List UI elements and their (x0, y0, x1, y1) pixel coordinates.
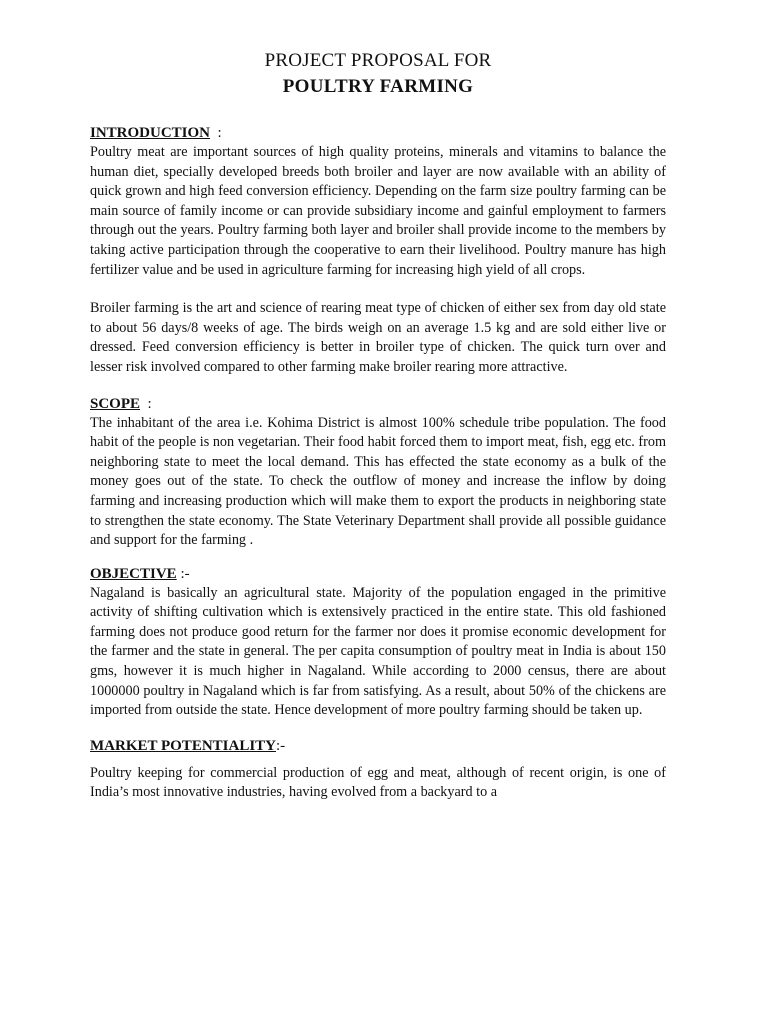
objective-heading-suffix: :- (176, 565, 190, 582)
market-potentiality-heading-suffix: :- (276, 737, 286, 754)
market-potentiality-heading (90, 737, 666, 756)
title-line-1: PROJECT PROPOSAL FOR (264, 50, 492, 71)
title-line-2: POULTRY FARMING (282, 76, 474, 97)
objective-heading-text: OBJECTIVE (90, 565, 177, 582)
introduction-heading (90, 124, 666, 143)
scope-heading (90, 395, 666, 414)
objective-heading (90, 565, 666, 584)
introduction-heading-suffix: : (210, 125, 222, 141)
market-potentiality-paragraph: Poultry keeping for commercial production of egg and meat, although of recent origin, is one of India’s most innovative industries, having evolved from a backyard to a (90, 764, 666, 801)
introduction-paragraph-1: Poultry meat are important sources of high quality proteins, minerals and vitamins to balance the human diet, specially developed breeds both broiler and layer are now available with an ability of quick grown and high feed conversion efficiency. Depending on the farm size poultry farming can be main source of family income or can provide subsidiary income and gainful employment to farmers through out the years. Poultry farming both layer and broiler shall provide income to the members by taking active participation through the cooperative to earn their livelihood. Poultry manure has high fertilizer value and be used in agriculture farming for increasing high yield of all crops. (90, 144, 666, 278)
objective-paragraph: Nagaland is basically an agricultural state. Majority of the population engaged in the primitive activity of shifting cultivation which is extensively practiced in the entire state. This old fashioned farming does not produce good return for the farmer nor does it promise economic development for the farmer and the state in general. The per capita consumption of poultry meat in India is about 150 gms, however it is much higher in Nagaland. While according to 2000 census, there are about 1000000 poultry in Nagaland which is far from satisfying. As a result, about 50% of the chickens are imported from outside the state. Hence development of more poultry farming should be taken up. (90, 584, 666, 719)
introduction-paragraph-2: Broiler farming is the art and science of rearing meat type of chicken of either sex from day old state to about 56 days/8 weeks of age. The birds weigh on an average 1.5 kg and are sold either live or dressed. Feed conversion efficiency is better in broiler type of chicken. The quick turn over and lesser risk involved compared to other farming make broiler rearing more attractive. (90, 300, 666, 375)
introduction-heading-text: INTRODUCTION (90, 125, 211, 141)
document-body (90, 50, 666, 803)
scope-heading-text: SCOPE (90, 395, 141, 412)
market-potentiality-heading-text: MARKET POTENTIALITY (90, 737, 277, 754)
scope-paragraph: The inhabitant of the area i.e. Kohima District is almost 100% schedule tribe population. The food habit of the people is non vegetarian. Their food habit forced them to import meat, fish, egg etc. from neighboring state to meet the local demand. This has effected the state economy as a bulk of the money goes out of the state. To check the outflow of money and increase the inflow by doing farming and increasing production which will make them to export the products in neighboring state to strengthen the state economy. The State Veterinary Department shall provide all possible guidance and support for the farming . (90, 414, 666, 549)
scope-heading-suffix: : (140, 395, 152, 412)
